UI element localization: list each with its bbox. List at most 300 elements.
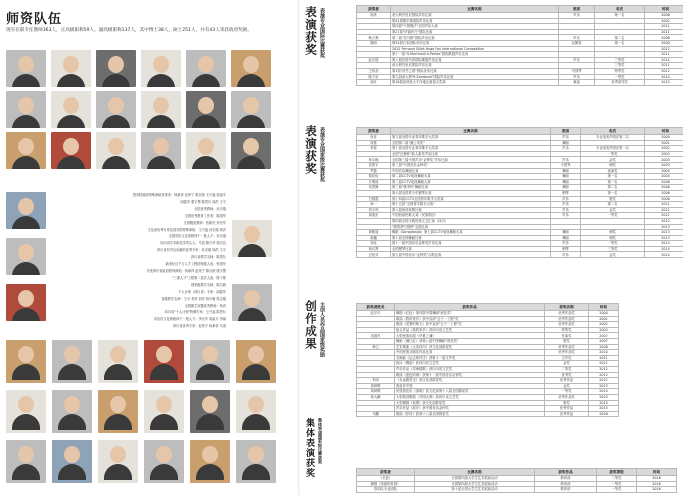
table-header-row (357, 469, 677, 476)
faculty-portrait (6, 390, 46, 433)
table-cell: 第二届CCTV电视舞蹈大赛 (391, 174, 551, 180)
table-cell: 第八届西部民歌比赛 (391, 207, 551, 213)
table-cell: 第二届CCTV电视舞蹈大赛 (391, 179, 551, 185)
table-cell: 2007 (589, 338, 619, 344)
table-cell: 管乐队专业团队 (357, 487, 415, 493)
table-cell: 赵宗瑞 (357, 57, 391, 63)
table-cell: 2014 (645, 252, 683, 258)
table-cell: 组诗《蜀韵》获四川省文艺奖 (395, 361, 545, 367)
table-cell: 2006 (645, 179, 683, 185)
table-cell: 2012 Fernand Gillet-Hugo Fox International Competition (391, 46, 559, 52)
table-cell: 艺术歌曲《大美四川》获文化部群星奖 (395, 344, 545, 350)
table-cell: 声乐 (559, 35, 595, 41)
table-cell: 舞剧《美丽的家园》 (357, 481, 415, 487)
section-subtitle-national: 表演专业国家级比赛获奖 (319, 127, 325, 182)
table-cell: 一等奖 (597, 481, 637, 487)
faculty-portrait (144, 390, 184, 433)
table-cell: 2012 (645, 213, 683, 219)
table-cell: 2006 (645, 185, 683, 191)
table-cell: 文华奖 (545, 355, 589, 361)
faculty-portrait (6, 132, 46, 169)
table-cell: 2002 (645, 146, 683, 152)
table-cell: 2004 (645, 174, 683, 180)
table-cell: 第27届"伊丽莎白"国际比赛 (391, 29, 559, 35)
award-line: 国家级教学名师：陈自统 (190, 282, 226, 287)
table-cell: 声乐 (551, 135, 581, 141)
faculty-intro: 现有在职专任教师363人，正高级职称59人、副高级职称137人，其中博士38人，硕士251人，并有43人荣获政府奖励。 (6, 28, 252, 33)
section-title-ensemble: 集体表演获奖 (304, 418, 314, 478)
table-cell: 2003 (645, 157, 683, 163)
table-cell: 2012 (589, 366, 619, 372)
faculty-portrait (190, 390, 230, 433)
table-cell: 第十四届CCTV全国青年歌手大奖赛 (391, 196, 551, 202)
table-cell: 陈子乐 (357, 74, 391, 80)
faculty-portrait (6, 284, 46, 321)
award-line: 全国宣传文化系统四个一批人才：孙宗瑞 (168, 234, 226, 239)
table-cell: 第41届维尔第国际声乐比赛 (391, 18, 559, 24)
faculty-portrait (231, 91, 271, 128)
table-cell: 优秀奖 (545, 372, 589, 378)
award-line: 文化部优秀专家及国务院特殊津贴：王兴福 孙宗瑞 杨洪 (147, 227, 226, 232)
table-cell: 韩占利 (357, 35, 391, 41)
award-line: 国务院政府特殊津贴获得者：杨承祥 赵荣宁 陈自统 王兴福 周祖平 (132, 193, 226, 197)
table-cell: 2011 (589, 361, 619, 367)
international-awards-table (356, 5, 683, 86)
table-cell: 2015 (589, 406, 619, 412)
table-cell: 周琦辉 (357, 383, 395, 389)
faculty-portrait (190, 440, 230, 483)
table-cell: 2016 (637, 487, 677, 493)
table-cell: 声乐 (551, 196, 581, 202)
table-cell: 二等奖 (597, 476, 637, 482)
creation-awards-table (356, 303, 619, 417)
table-cell: 银奖 (545, 338, 589, 344)
ensemble-awards-table (356, 468, 677, 493)
table-cell: 2010 (589, 350, 619, 356)
table-cell: 2006 (645, 13, 683, 19)
table-cell: 声乐 (551, 213, 581, 219)
table-cell: 2011 (645, 63, 683, 69)
table-header: 类别 (559, 6, 595, 13)
faculty-portrait (231, 50, 271, 87)
faculty-portrait (141, 50, 181, 87)
table-cell: 声乐 (559, 74, 595, 80)
table-header: 获奖者姓名 (357, 304, 395, 311)
table-cell: 意大利贝里尼国际声乐比赛 (391, 13, 559, 19)
table-cell: 第一名 (595, 13, 645, 19)
award-line: 四川省"千人计划"特聘专家：王兴福 陈恩尔 (164, 310, 226, 315)
faculty-portrait (6, 440, 46, 483)
section-title-creation: 创作成果 (304, 300, 318, 350)
table-cell: 2016 (637, 476, 677, 482)
table-cell: 2003 (645, 151, 683, 157)
table-cell: 一等奖 (545, 389, 589, 395)
table-cell: 陈璐 (357, 235, 391, 241)
section-title-performance: 表演获奖 (304, 6, 318, 56)
table-cell: 歌曲《羌寨的明天》获中宣部"五个一工程"奖 (395, 322, 545, 328)
table-cell: 组合作品《我的家乡》获四川省文艺奖 (395, 327, 545, 333)
table-cell: 2007 (589, 333, 619, 339)
table-cell: 杨洪 (357, 13, 391, 19)
table-cell: 意大利贝里尼国际声乐比赛 (391, 63, 559, 69)
table-cell: 舞蹈 (551, 235, 581, 241)
table-cell: 罗磊 (357, 168, 391, 174)
table-cell: 表演奖 (581, 168, 645, 174)
table-cell: 声乐 (551, 202, 581, 208)
table-header: 获奖作品 (535, 469, 597, 476)
table-cell: 声乐 (551, 157, 581, 163)
table-cell: 2013 (645, 230, 683, 236)
table-cell: 三等奖 (581, 246, 645, 252)
table-cell: 第一名 (581, 174, 645, 180)
table-cell: 大型原创歌剧《开国大典》获四川省文艺奖 (395, 394, 545, 400)
faculty-photo-grid-top (6, 50, 271, 169)
faculty-portrait (6, 91, 46, 128)
table-cell: 2016 (589, 411, 619, 417)
table-cell: 优秀作品 (545, 378, 589, 384)
table-cell: 阎月 (357, 80, 391, 86)
table-cell: 声乐 (551, 207, 581, 213)
award-line: 省宣传文化系统四个一批人才：李光华 周祖平 李斌 (153, 317, 226, 322)
table-cell: 2008 (645, 196, 683, 202)
table-cell: 2012 (645, 68, 683, 74)
table-cell: 优秀作品奖 (545, 344, 589, 350)
table-cell: 钢琴 (551, 190, 581, 196)
table-header: 时间 (589, 304, 619, 311)
table-cell: 大型舞剧《炊烟》获文化部群星奖 (395, 400, 545, 406)
table-row (357, 411, 619, 417)
faculty-portrait (98, 390, 138, 433)
table-header-row (357, 128, 683, 135)
table-cell: 2015 (589, 394, 619, 400)
table-cell: 2013 (645, 224, 683, 230)
table-cell: 一等奖 (581, 151, 645, 157)
table-cell: 舞蹈 (551, 140, 581, 146)
table-cell: 第三届"桃李杯"舞蹈比赛 (391, 185, 551, 191)
table-cell: 声乐 (551, 241, 581, 247)
table-cell: 声乐作品《故乡》获中国音乐金钟奖 (395, 406, 545, 412)
award-line: 全国模范教师：张新民 李光华 (183, 220, 226, 225)
table-cell: 中国音乐舞蹈比赛 (391, 168, 551, 174)
table-cell: 第十一届"G.Martinelli A.Pertile"国际歌剧声乐比赛 (391, 52, 559, 58)
table-cell: 第十五届"全国青年歌手大赛" (391, 202, 551, 208)
table-cell: 2014 (645, 246, 683, 252)
table-cell: 二等奖 (545, 366, 589, 372)
table-cell: 第二届"托马斯"国际声乐比赛 (391, 35, 559, 41)
table-cell: 第三届"中国音乐金钟奖" (391, 162, 551, 168)
faculty-portrait (236, 340, 276, 383)
section-subtitle-creation: 主创人员作品国家级奖励 (319, 302, 325, 357)
faculty-photo-grid-bottom (6, 340, 276, 483)
faculty-portrait (98, 340, 138, 383)
table-cell: 童谣 (559, 80, 595, 86)
table-cell: 第一名 (581, 179, 645, 185)
table-cell: 特等奖 (595, 68, 645, 74)
table-cell: 周旭东 (357, 213, 391, 219)
table-header: 获奖者 (357, 469, 415, 476)
table-cell: 第二名 (581, 185, 645, 191)
table-cell: 第一名 (595, 40, 645, 46)
table-cell: 2004 (645, 168, 683, 174)
faculty-portrait (144, 340, 184, 383)
faculty-portrait (6, 340, 46, 383)
table-cell: 金奖 (545, 361, 589, 367)
table-cell: 优秀作品 (545, 406, 589, 412)
section-title-performance: 表演获奖 (304, 125, 318, 175)
table-cell: 2014 (589, 389, 619, 395)
table-cell: 2013 (589, 383, 619, 389)
faculty-portrait (52, 340, 92, 383)
table-cell: 蒋大鹏 (357, 394, 395, 400)
faculty-portrait (52, 390, 92, 433)
table-cell: 金奖 (545, 383, 589, 389)
table-cell: 刘思宇 (357, 162, 391, 168)
table-cell: 吕桂芬 (357, 252, 391, 258)
faculty-portrait (186, 91, 226, 128)
table-cell: 2006 (645, 190, 683, 196)
faculty-portrait (232, 220, 272, 257)
faculty-portrait (231, 132, 271, 169)
table-header: 名次 (581, 128, 645, 135)
table-cell: 2000 (589, 311, 619, 317)
faculty-portrait (6, 192, 46, 229)
award-line: 省级教学名师：王平 李萍 刘洋 杨小敏 张志刚 (161, 296, 226, 301)
table-cell: 陈明 (357, 40, 391, 46)
table-cell: 第35届日本国际音乐比赛 (391, 40, 559, 46)
table-cell: 舞蹈 (551, 168, 581, 174)
table-cell: 第六届全国青少年钢琴比赛 (391, 190, 551, 196)
table-cell: 中国西部民歌大赛（民族唱法） (391, 213, 551, 219)
table-cell: 一等奖 (581, 241, 645, 247)
table-cell: 第十届全国舞蹈比赛 (391, 235, 551, 241)
table-header: 时间 (645, 6, 683, 13)
faculty-portrait (232, 284, 272, 321)
table-header-row (357, 304, 619, 311)
table-cell: 第十届全国大学生艺术展演活动 (415, 487, 535, 493)
table-cell: 黄路遥 (357, 230, 391, 236)
table-cell: 2001 (645, 140, 683, 146)
table-header: 类别 (551, 128, 581, 135)
table-cell: 优秀作品奖 (545, 311, 589, 317)
table-cell: 交响曲《远去的村庄》获第十一届文华奖 (395, 355, 545, 361)
table-cell: 教育部 (535, 476, 597, 482)
section-subtitle-international: 表演专业国际比赛获奖 (319, 8, 325, 58)
table-header: 获奖名称 (545, 304, 589, 311)
table-cell: 我爱你中国 (395, 383, 545, 389)
table-cell: 2012 (645, 218, 683, 224)
award-line: 全国优秀教师：孙宗瑞 (194, 206, 226, 211)
table-cell: 铜奖 (581, 235, 645, 241)
national-awards-table (356, 127, 683, 258)
table-cell: 刘小风 (357, 207, 391, 213)
faculty-title: 师资队伍 (6, 12, 63, 27)
table-cell: 第十一届中国音乐金钟奖声乐比赛 (391, 241, 551, 247)
table-cell: 白银霞 (357, 196, 391, 202)
table-cell: 声乐作品《邛海情歌》获四川省文艺奖 (395, 366, 545, 372)
award-line: 新世纪百千万人才工程国家级人选：张国华 (165, 262, 226, 267)
table-cell: 银奖 (581, 196, 645, 202)
table-header: 获奖作品 (395, 304, 545, 311)
table-cell: 2011 (589, 355, 619, 361)
table-cell: 金奖 (581, 157, 645, 163)
table-header: 比赛名称 (391, 6, 559, 13)
table-cell: 全国钢琴比赛 (391, 246, 551, 252)
table-cell: 2011 (645, 202, 683, 208)
table-cell: 朱明 (357, 378, 395, 384)
table-cell: 全国"红梅杯"新人新作声乐比赛 (391, 151, 551, 157)
table-cell: 中国民族交响乐作品比赛 (395, 350, 545, 356)
faculty-portrait (98, 440, 138, 483)
table-cell: 优秀作品奖 (545, 394, 589, 400)
faculty-portrait (6, 238, 46, 275)
faculty-portrait (96, 91, 136, 128)
table-cell: 舞蹈《满江红》获第八届中国舞蹈"荷花奖" (395, 338, 545, 344)
table-cell: 小提琴 (551, 162, 581, 168)
table-cell: 《永远跟党走》获文化部群星奖 (395, 378, 545, 384)
award-line: 千人计划（四川省）专家：阎铭华 (178, 289, 226, 294)
table-cell: 声乐 (559, 13, 595, 19)
faculty-portrait (186, 132, 226, 169)
table-cell: 全国第三届中国声乐"金钟奖"声乐比赛 (391, 157, 551, 163)
table-cell: 2013 (645, 235, 683, 241)
table-cell: 《长征》 (357, 476, 415, 482)
table-cell: 2000 (645, 135, 683, 141)
table-cell: 2015 (645, 80, 683, 86)
table-cell: 周蕾 (357, 140, 391, 146)
table-header: 获奖等级 (597, 469, 637, 476)
table-cell: 舞蹈 (551, 185, 581, 191)
table-cell: 邹佳 (357, 241, 391, 247)
table-cell: 王伟剑 (357, 68, 391, 74)
table-cell: 舞蹈 (551, 179, 581, 185)
award-line: 享受四川省政府特殊津贴：杨承祥 赵荣宁 陈自统 康宇慧 (146, 268, 226, 273)
table-cell: 优秀作品奖 (545, 350, 589, 356)
table-cell: 三等奖 (595, 57, 645, 63)
table-cell: 一等奖 (597, 487, 637, 493)
faculty-portrait (6, 50, 46, 87)
table-cell: 2015 (589, 400, 619, 406)
table-cell: 舞剧《红色》第四届中国舞蹈"荷花奖" (395, 311, 545, 317)
table-cell: 声乐 (551, 252, 581, 258)
faculty-portrait (51, 50, 91, 87)
table-cell: 舞蹈《Dongdanjia》第七届CCTV电视舞蹈大赛 (391, 230, 551, 236)
table-cell: 第九届全国专业青年歌手大奖赛 (391, 135, 551, 141)
award-line: 四川省学术和技术带头人：马清 陈兴华 周宗良 (160, 241, 226, 246)
table-cell: 杨一 (357, 202, 391, 208)
table-cell: 一等奖 (581, 213, 645, 219)
table-cell: 作曲奖 (545, 333, 589, 339)
table-cell: 2008 (589, 344, 619, 350)
table-cell: 歌曲《蓝色的海》获第十一届中国音乐金钟奖 (395, 372, 545, 378)
table-cell: 舞蹈 (551, 174, 581, 180)
table-cell: 声乐 (551, 146, 581, 152)
table-cell: 马麟 (357, 411, 395, 417)
table-cell: 全国第四届大学生艺术展演活动 (415, 481, 535, 487)
table-cell: 专业组美声唱法第二名 (581, 135, 645, 141)
table-cell: 李星 (357, 146, 391, 152)
faculty-portrait (141, 132, 181, 169)
table-cell: 特等奖 (545, 327, 589, 333)
table-cell: 声乐 (559, 57, 595, 63)
table-cell: 教育部 (535, 487, 597, 493)
award-line: 四川省教学名师：陈恩尔 (190, 255, 226, 260)
faculty-portrait (141, 91, 181, 128)
table-cell: 杨宇翰 (357, 157, 391, 163)
table-cell: 舞蹈 (551, 230, 581, 236)
table-row (357, 80, 683, 86)
table-cell: 双簧管 (559, 40, 595, 46)
table-cell: 杨纹贤 (357, 246, 391, 252)
award-line: 四川省优秀专家：赵荣宁 杨承祥 马清 (172, 324, 226, 329)
table-cell: 2012 (589, 372, 619, 378)
faculty-portrait (52, 440, 92, 483)
table-cell: 歌曲《你好》获第十八届全国群星奖 (395, 411, 545, 417)
table-cell: 2003 (645, 162, 683, 168)
table-header: 时间 (637, 469, 677, 476)
table-cell: 优秀作品奖 (545, 322, 589, 328)
table-cell: 杜晋 (357, 135, 391, 141)
table-cell: 第九届中国音乐"金钟奖"合唱比赛 (391, 252, 551, 258)
table-cell: 2012 (589, 378, 619, 384)
table-cell: 金奖 (581, 207, 645, 213)
table-cell: 2002 (645, 18, 683, 24)
award-line: 全国优秀教育工作者：陈国华 (184, 213, 226, 218)
table-cell: 2011 (645, 52, 683, 58)
table-cell: 2011 (645, 29, 683, 35)
table-row (357, 487, 677, 493)
table-cell: 第一名 (581, 190, 645, 196)
table-cell: 民族管弦乐《清明》获文化部第十八届全国群星奖 (395, 389, 545, 395)
faculty-page (0, 0, 300, 495)
table-cell: 中国琴 (559, 68, 595, 74)
faculty-portrait (190, 340, 230, 383)
table-cell: 优秀作品奖 (545, 316, 589, 322)
table-cell: 2009 (645, 40, 683, 46)
table-cell: 第九届意大利"R.Zandonai"国际声乐比赛 (391, 74, 559, 80)
table-cell: 2014 (645, 74, 683, 80)
table-cell: 优秀指导奖 (595, 80, 645, 86)
table-header: 获奖者 (357, 6, 391, 13)
table-cell: 歌曲《我的家乡》获中宣部"五个一工程"奖 (395, 316, 545, 322)
faculty-portrait (186, 50, 226, 87)
faculty-portrait (96, 50, 136, 87)
faculty-portrait (51, 91, 91, 128)
table-cell: 教育部 (535, 481, 597, 487)
table-cell: 2001 (589, 316, 619, 322)
section-subtitle-ensemble: 集体表演国家级比赛获奖 (318, 418, 323, 465)
table-cell: 第四届"中国唱法"全国声乐大赛 (391, 24, 559, 30)
faculty-portrait (236, 440, 276, 483)
table-cell: 韩卫 (357, 344, 395, 350)
table-cell: 三等奖 (595, 63, 645, 69)
table-cell: 全国第四届大学生艺术展演活动 (415, 476, 535, 482)
table-cell: 2011 (645, 57, 683, 63)
award-line: 阎铭华 康宇慧 陈恩尔 杨洪 王平 (180, 199, 226, 204)
table-cell: 2011 (645, 24, 683, 30)
table-cell: 一等奖 (595, 74, 645, 80)
faculty-portrait (144, 440, 184, 483)
awards-page (300, 0, 683, 495)
table-cell: 吴慈舟 (357, 333, 395, 339)
table-cell: 专业组美声唱法第一名 (581, 146, 645, 152)
table-cell: 第四届全国少数民族文艺汇演（四川） (391, 218, 551, 224)
table-cell: 第二名 (595, 35, 645, 41)
table-cell: 优秀作品 (545, 411, 589, 417)
table-cell: 秦佳怡 (357, 174, 391, 180)
table-cell: "我的梦中国梦"全国比赛 (391, 224, 551, 230)
table-cell: 铜奖 (581, 162, 645, 168)
table-cell: 钢琴 (551, 246, 581, 252)
